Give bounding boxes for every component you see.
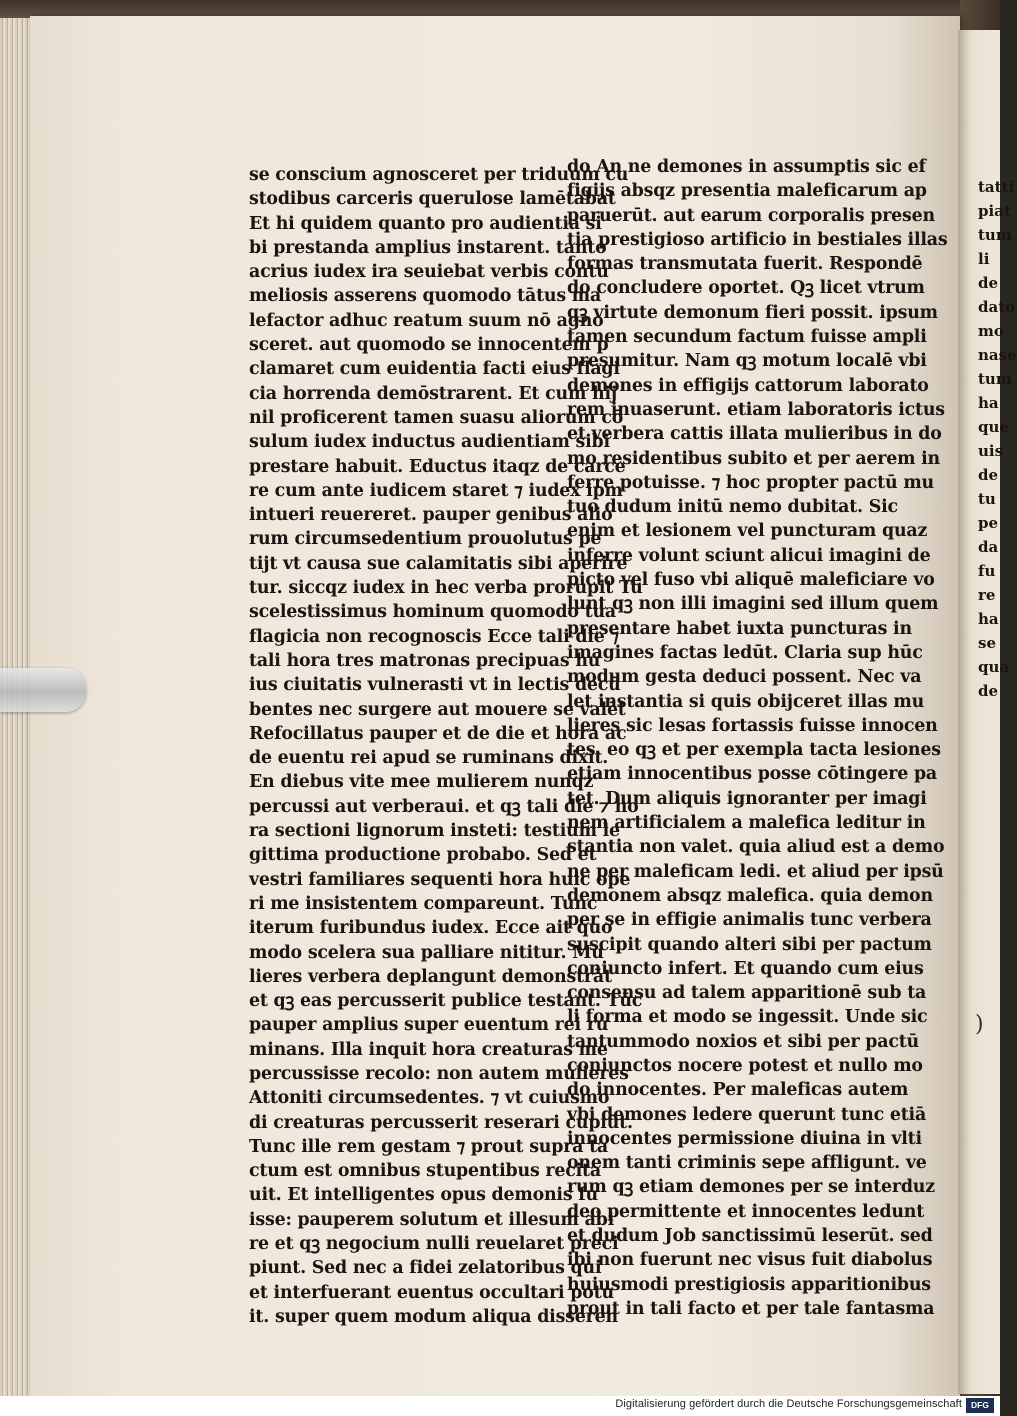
text-line: Attoniti circumsedentes. ⁊ vt cuiusmo xyxy=(249,1088,610,1109)
text-line: tet. Dum aliquis ignoranter per imagi xyxy=(567,788,927,809)
text-line: bi prestanda amplius instarent. tanto xyxy=(249,237,607,258)
text-line: sulum iudex inductus audientiam sibi xyxy=(249,432,610,453)
text-line: sceret. aut quomodo se innocentem p xyxy=(249,335,609,356)
text-line: prestare habuit. Eductus itaqz de carce xyxy=(249,456,626,477)
text-line: pauper amplius super euentum rei ru xyxy=(249,1015,609,1036)
text-line: di creaturas percusserit reserari cupiūt. xyxy=(249,1112,633,1133)
text-line: Refocillatus pauper et de die et hora ac xyxy=(249,723,627,744)
text-line: ri me insistentem compareunt. Tunc xyxy=(249,893,598,914)
fragment-line: piat xyxy=(978,202,1011,220)
text-line: deo permittente et innocentes ledunt xyxy=(567,1201,925,1222)
text-line: rum circumsedentium prouolutus pe xyxy=(249,529,602,550)
funding-credit: Digitalisierung gefördert durch die Deutsche Forschungsgemeinschaft xyxy=(615,1398,962,1410)
text-line: En diebus vite mee mulierem nunqz xyxy=(249,772,594,793)
text-line: de euentu rei apud se ruminans dixit. xyxy=(249,748,609,769)
text-line: uit. Et intelligentes opus demonis fu xyxy=(249,1185,599,1206)
fragment-line: de xyxy=(978,682,999,700)
text-line: ne per maleficam ledi. et aliud per ipsū xyxy=(567,861,944,882)
text-line: ius ciuitatis vulnerasti vt in lectis decū xyxy=(249,675,621,696)
text-line: percussisse recolo: non autem mulieres xyxy=(249,1063,629,1084)
fragment-line: tu xyxy=(978,490,996,508)
text-line: let instantia si quis obijceret illas mu xyxy=(567,691,925,712)
margin-mark: ) xyxy=(975,1012,984,1037)
text-line: lieres sic lesas fortassis fuisse innocen xyxy=(567,715,938,736)
text-line: tes. eo qꝫ et per exempla tacta lesiones xyxy=(567,740,941,761)
text-line: per se in effigie animalis tunc verbera xyxy=(567,910,932,931)
fragment-line: mo xyxy=(978,322,1004,340)
fragment-line: tum xyxy=(978,226,1012,244)
fragment-line: de xyxy=(978,466,999,484)
text-line: cia horrenda demōstrarent. Et cum hij xyxy=(249,383,617,404)
text-line: tijt vt causa sue calamitatis sibi aperire xyxy=(249,553,628,574)
text-line: rem inuaserunt. etiam laboratoris ictus xyxy=(567,399,945,420)
text-line: coniunctos nocere potest et nullo mo xyxy=(567,1055,923,1076)
text-line: ferre potuisse. ⁊ hoc propter pactū mu xyxy=(567,472,934,493)
fragment-line: nase xyxy=(978,346,1017,364)
text-line: re et qꝫ negocium nulli reuelaret preci xyxy=(249,1234,619,1255)
text-line: minans. Illa inquit hora creaturas me xyxy=(249,1039,608,1060)
text-line: presentare habet iuxta puncturas in xyxy=(567,618,912,639)
text-line: nem artificialem a malefica leditur in xyxy=(567,813,926,834)
fragment-line: dato xyxy=(978,298,1016,316)
text-line: do innocentes. Per maleficas autem xyxy=(567,1080,909,1101)
text-line: tamen secundum factum fuisse ampli xyxy=(567,327,927,348)
text-line: li forma et modo se ingessit. Unde sic xyxy=(567,1007,928,1028)
text-line: prout in tali facto et per tale fantasma xyxy=(567,1298,935,1319)
fragment-line: qua xyxy=(978,658,1010,676)
text-line: mo residentibus subito et per aerem in xyxy=(567,448,940,469)
text-line: stodibus carceris querulose lamētabat xyxy=(249,189,616,210)
text-line: imagines factas ledūt. Claria sup hūc xyxy=(567,642,923,663)
text-line: meliosis asserens quomodo tātus ma xyxy=(249,286,602,307)
fragment-line: de xyxy=(978,274,999,292)
text-line: demonem absqz malefica. quia demon xyxy=(567,885,933,906)
text-line: stantia non valet. quia aliud est a demo xyxy=(567,837,945,858)
text-line: vbi demones ledere querunt tunc etiā xyxy=(567,1104,927,1125)
text-line: lieres verbera deplangunt demonstrāt xyxy=(249,966,612,987)
text-line: it. super quem modum aliqua disseren xyxy=(249,1306,618,1327)
fragment-line: tum xyxy=(978,370,1012,388)
text-line: clamaret cum euidentia facti eius flagi xyxy=(249,359,620,380)
fragment-line: fu xyxy=(978,562,996,580)
text-line: paruerūt. aut earum corporalis presen xyxy=(567,205,935,226)
text-line: percussi aut verberaui. et qꝫ tali die ⁊ ho xyxy=(249,796,639,817)
text-line: ctum est omnibus stupentibus recita xyxy=(249,1161,601,1182)
text-line: modum gesta deduci possent. Nec va xyxy=(567,667,922,688)
text-line: onem tanti criminis sepe affligunt. ve xyxy=(567,1153,927,1174)
text-line: gittima productione probabo. Sed et xyxy=(249,845,597,866)
text-line: Tunc ille rem gestam ⁊ prout supra ta xyxy=(249,1136,608,1157)
text-line: piunt. Sed nec a fidei zelatoribus qui xyxy=(249,1258,602,1279)
page-clip xyxy=(0,668,86,712)
text-line: scelestissimus hominum quomodo tua xyxy=(249,602,616,623)
text-line: se conscium agnosceret per triduum cu xyxy=(249,165,629,185)
text-line: isse: pauperem solutum et illesum abi xyxy=(249,1209,615,1230)
text-line: tuo dudum initū nemo dubitat. Sic xyxy=(567,497,898,518)
text-line: lunt qꝫ non illi imagini sed illum quem xyxy=(567,594,939,615)
text-line: Et hi quidem quanto pro audientia si xyxy=(249,213,602,234)
text-line: inferre volunt sciunt alicui imagini de xyxy=(567,545,931,566)
text-line: bentes nec surgere aut mouere se valēt xyxy=(249,699,626,720)
text-line: do concludere oportet. Qꝫ licet vtrum xyxy=(567,278,925,299)
text-line: et interfuerant euentus occultari potu xyxy=(249,1282,614,1303)
text-line: tia prestigioso artificio in bestiales illas xyxy=(567,229,948,250)
text-line: formas transmutata fuerit. Respondē xyxy=(567,254,923,275)
text-line: acrius iudex ira seuiebat verbis contu xyxy=(249,262,609,283)
fragment-line: li xyxy=(978,250,990,268)
text-line: nil proficerent tamen suasu aliorum cō xyxy=(249,407,624,428)
text-line: iterum furibundus iudex. Ecce ait quo xyxy=(249,918,613,939)
text-line: modo scelera sua palliare nititur. Mu xyxy=(249,942,604,963)
text-line: picto vel fuso vbi aliquē maleficiare vo xyxy=(567,570,935,591)
text-line: et dudum Job sanctissimū leserūt. sed xyxy=(567,1226,933,1247)
fragment-line: tatti xyxy=(978,178,1015,196)
fragment-line: ha xyxy=(978,394,999,412)
text-line: consensu ad talem apparitionē sub ta xyxy=(567,983,927,1004)
text-line: lefactor adhuc reatum suum nō agno xyxy=(249,310,604,331)
text-line: rum qꝫ etiam demones per se interduz xyxy=(567,1177,935,1198)
left-text-column xyxy=(249,163,643,1329)
text-line: huiusmodi prestigiosis apparitionibus xyxy=(567,1274,931,1295)
text-line: presumitur. Nam qꝫ motum localē vbi xyxy=(567,351,927,372)
text-line: etiam innocentibus posse cōtingere pa xyxy=(567,764,937,785)
text-line: demones in effigijs cattorum laborato xyxy=(567,375,929,396)
text-line: innocentes permissione diuina in vlti xyxy=(567,1128,922,1149)
text-line: re cum ante iudicem staret ⁊ iudex ipm xyxy=(249,480,623,501)
fragment-line: que xyxy=(978,418,1009,436)
text-line: ibi non fuerunt nec visus fuit diabolus xyxy=(567,1250,933,1271)
fragment-line: da xyxy=(978,538,999,556)
fragment-line: ha xyxy=(978,610,999,628)
right-text-column xyxy=(567,155,948,1321)
fragment-line: pe xyxy=(978,514,999,532)
text-line: enim et lesionem vel puncturam quaz xyxy=(567,521,928,542)
text-line: et verbera cattis illata mulieribus in do xyxy=(567,424,942,445)
text-line: flagicia non recognoscis Ecce tali die ⁊ xyxy=(249,626,619,647)
fragment-line: uis xyxy=(978,442,1004,460)
text-line: do An ne demones in assumptis sic ef xyxy=(567,157,926,177)
footer-bar xyxy=(0,1396,1000,1416)
text-line: vestri familiares sequenti hora huic ope xyxy=(249,869,631,890)
facing-page-text-fragment xyxy=(978,175,1017,703)
text-line: et qꝫ eas percusserit publice testant. Tūc xyxy=(249,991,643,1012)
fragment-line: se xyxy=(978,634,996,652)
text-line: tali hora tres matronas precipuas hu xyxy=(249,650,601,671)
text-line: figijs absqz presentia maleficarum ap xyxy=(567,181,927,202)
text-line: ra sectioni lignorum insteti: testium le xyxy=(249,821,620,842)
text-line: tantummodo noxios et sibi per pactū xyxy=(567,1031,920,1052)
fragment-line: re xyxy=(978,586,996,604)
text-line: intueri reuereret. pauper genibus alio xyxy=(249,505,613,526)
dfg-logo: DFG xyxy=(966,1398,994,1413)
text-line: coniuncto infert. Et quando cum eius xyxy=(567,958,924,979)
text-line: suscipit quando alteri sibi per pactum xyxy=(567,934,932,955)
text-line: tur. siccqz iudex in hec verba prorupit Tu xyxy=(249,578,643,599)
text-line: qꝫ virtute demonum fieri possit. ipsum xyxy=(567,302,938,323)
